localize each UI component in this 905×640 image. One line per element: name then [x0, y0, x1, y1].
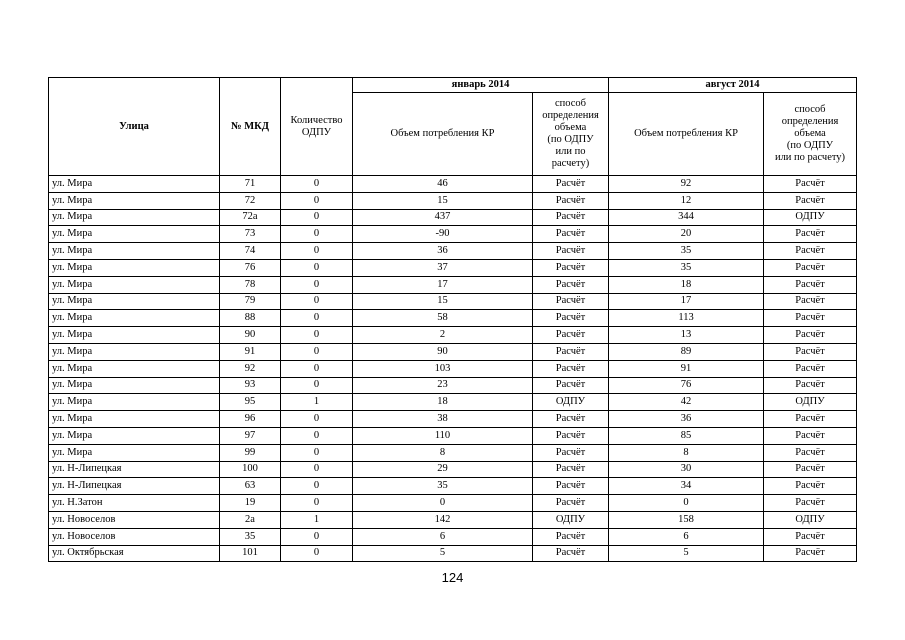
header-method-august: способ определения объема (по ОДПУ или по расчету)	[764, 93, 857, 176]
cell-january-volume: 18	[353, 394, 533, 411]
cell-january-volume: 36	[353, 243, 533, 260]
cell-august-method: Расчёт	[764, 478, 857, 495]
cell-august-volume: 34	[609, 478, 764, 495]
cell-mkd: 73	[220, 226, 281, 243]
header-mkd: № МКД	[220, 78, 281, 176]
cell-odpu-count: 0	[281, 495, 353, 512]
cell-mkd: 93	[220, 377, 281, 394]
cell-street: ул. Мира	[49, 394, 220, 411]
cell-august-volume: 20	[609, 226, 764, 243]
cell-odpu-count: 0	[281, 461, 353, 478]
cell-august-volume: 6	[609, 528, 764, 545]
cell-august-method: Расчёт	[764, 192, 857, 209]
cell-street: ул. Мира	[49, 259, 220, 276]
cell-january-volume: 15	[353, 192, 533, 209]
table-row	[49, 293, 857, 310]
consumption-table	[48, 77, 857, 562]
cell-street: ул. Мира	[49, 360, 220, 377]
header-volume-august: Объем потребления КР	[609, 93, 764, 176]
cell-odpu-count: 0	[281, 226, 353, 243]
table-row	[49, 461, 857, 478]
header-volume-january: Объем потребления КР	[353, 93, 533, 176]
cell-january-volume: 8	[353, 444, 533, 461]
cell-january-method: Расчёт	[533, 310, 609, 327]
cell-mkd: 99	[220, 444, 281, 461]
table-row	[49, 444, 857, 461]
cell-january-volume: 2	[353, 327, 533, 344]
cell-january-method: Расчёт	[533, 545, 609, 562]
cell-august-method: Расчёт	[764, 495, 857, 512]
cell-august-volume: 36	[609, 411, 764, 428]
cell-odpu-count: 0	[281, 209, 353, 226]
cell-january-method: Расчёт	[533, 327, 609, 344]
cell-odpu-count: 0	[281, 192, 353, 209]
cell-street: ул. Новоселов	[49, 511, 220, 528]
cell-mkd: 88	[220, 310, 281, 327]
table-row	[49, 377, 857, 394]
cell-january-method: Расчёт	[533, 293, 609, 310]
cell-mkd: 90	[220, 327, 281, 344]
cell-january-volume: 437	[353, 209, 533, 226]
cell-august-method: Расчёт	[764, 411, 857, 428]
cell-january-volume: 37	[353, 259, 533, 276]
cell-january-method: Расчёт	[533, 192, 609, 209]
cell-january-volume: 17	[353, 276, 533, 293]
cell-street: ул. Мира	[49, 427, 220, 444]
cell-august-method: Расчёт	[764, 377, 857, 394]
cell-august-method: Расчёт	[764, 444, 857, 461]
cell-odpu-count: 0	[281, 310, 353, 327]
cell-january-method: Расчёт	[533, 343, 609, 360]
cell-august-volume: 113	[609, 310, 764, 327]
table-row	[49, 495, 857, 512]
cell-august-volume: 13	[609, 327, 764, 344]
cell-street: ул. Мира	[49, 327, 220, 344]
cell-street: ул. Н-Липецкая	[49, 478, 220, 495]
cell-august-method: Расчёт	[764, 310, 857, 327]
cell-mkd: 63	[220, 478, 281, 495]
header-method-january: способ определения объема (по ОДПУ или по расчету)	[533, 93, 609, 176]
cell-street: ул. Мира	[49, 293, 220, 310]
cell-january-volume: 90	[353, 343, 533, 360]
cell-street: ул. Н.Затон	[49, 495, 220, 512]
table-row	[49, 226, 857, 243]
cell-august-volume: 91	[609, 360, 764, 377]
cell-january-method: Расчёт	[533, 259, 609, 276]
cell-odpu-count: 0	[281, 343, 353, 360]
cell-january-method: Расчёт	[533, 461, 609, 478]
table-row	[49, 511, 857, 528]
cell-august-method: Расчёт	[764, 176, 857, 193]
cell-street: ул. Мира	[49, 276, 220, 293]
cell-january-volume: 46	[353, 176, 533, 193]
cell-odpu-count: 1	[281, 511, 353, 528]
cell-street: ул. Мира	[49, 209, 220, 226]
consumption-table-container	[48, 77, 856, 562]
cell-january-volume: 35	[353, 478, 533, 495]
cell-august-method: Расчёт	[764, 461, 857, 478]
table-row	[49, 192, 857, 209]
cell-mkd: 91	[220, 343, 281, 360]
cell-mkd: 76	[220, 259, 281, 276]
table-row	[49, 427, 857, 444]
table-row	[49, 411, 857, 428]
cell-august-volume: 42	[609, 394, 764, 411]
cell-mkd: 100	[220, 461, 281, 478]
table-row	[49, 259, 857, 276]
cell-august-volume: 5	[609, 545, 764, 562]
header-street: Улица	[49, 78, 220, 176]
cell-street: ул. Мира	[49, 343, 220, 360]
cell-street: ул. Мира	[49, 243, 220, 260]
table-row	[49, 243, 857, 260]
cell-odpu-count: 1	[281, 394, 353, 411]
table-row	[49, 310, 857, 327]
cell-street: ул. Мира	[49, 377, 220, 394]
cell-august-volume: 0	[609, 495, 764, 512]
cell-mkd: 19	[220, 495, 281, 512]
table-body	[49, 176, 857, 562]
cell-odpu-count: 0	[281, 243, 353, 260]
cell-january-method: ОДПУ	[533, 511, 609, 528]
cell-mkd: 101	[220, 545, 281, 562]
table-row	[49, 276, 857, 293]
cell-august-volume: 85	[609, 427, 764, 444]
table-row	[49, 394, 857, 411]
cell-january-volume: 29	[353, 461, 533, 478]
cell-august-method: Расчёт	[764, 327, 857, 344]
cell-august-volume: 76	[609, 377, 764, 394]
cell-august-volume: 35	[609, 259, 764, 276]
table-row	[49, 343, 857, 360]
cell-january-method: Расчёт	[533, 209, 609, 226]
cell-august-volume: 92	[609, 176, 764, 193]
cell-august-method: ОДПУ	[764, 394, 857, 411]
cell-january-method: Расчёт	[533, 411, 609, 428]
cell-street: ул. Мира	[49, 176, 220, 193]
cell-odpu-count: 0	[281, 427, 353, 444]
cell-august-volume: 344	[609, 209, 764, 226]
cell-street: ул. Мира	[49, 192, 220, 209]
cell-august-method: Расчёт	[764, 427, 857, 444]
cell-august-volume: 35	[609, 243, 764, 260]
cell-january-volume: 110	[353, 427, 533, 444]
cell-august-method: Расчёт	[764, 528, 857, 545]
cell-street: ул. Мира	[49, 411, 220, 428]
cell-january-method: Расчёт	[533, 427, 609, 444]
cell-odpu-count: 0	[281, 259, 353, 276]
cell-street: ул. Новоселов	[49, 528, 220, 545]
cell-january-volume: 0	[353, 495, 533, 512]
cell-january-method: Расчёт	[533, 444, 609, 461]
cell-mkd: 78	[220, 276, 281, 293]
cell-mkd: 74	[220, 243, 281, 260]
cell-august-method: Расчёт	[764, 259, 857, 276]
cell-january-volume: 5	[353, 545, 533, 562]
cell-january-method: Расчёт	[533, 528, 609, 545]
cell-january-method: Расчёт	[533, 360, 609, 377]
cell-mkd: 95	[220, 394, 281, 411]
cell-january-volume: 6	[353, 528, 533, 545]
table-row	[49, 528, 857, 545]
cell-august-method: Расчёт	[764, 545, 857, 562]
table-row	[49, 478, 857, 495]
cell-august-volume: 12	[609, 192, 764, 209]
cell-mkd: 97	[220, 427, 281, 444]
cell-august-method: Расчёт	[764, 343, 857, 360]
cell-january-volume: 58	[353, 310, 533, 327]
cell-january-method: Расчёт	[533, 243, 609, 260]
header-period-august: август 2014	[609, 78, 857, 93]
cell-january-volume: 142	[353, 511, 533, 528]
cell-august-method: Расчёт	[764, 243, 857, 260]
cell-january-volume: 103	[353, 360, 533, 377]
table-row	[49, 209, 857, 226]
cell-january-method: Расчёт	[533, 495, 609, 512]
cell-january-method: Расчёт	[533, 377, 609, 394]
cell-august-method: Расчёт	[764, 293, 857, 310]
cell-january-volume: 15	[353, 293, 533, 310]
cell-august-volume: 89	[609, 343, 764, 360]
cell-january-method: Расчёт	[533, 478, 609, 495]
table-row	[49, 360, 857, 377]
cell-august-method: ОДПУ	[764, 209, 857, 226]
table-row	[49, 545, 857, 562]
cell-august-method: Расчёт	[764, 276, 857, 293]
cell-street: ул. Н-Липецкая	[49, 461, 220, 478]
cell-august-volume: 30	[609, 461, 764, 478]
header-odpu-count: Количество ОДПУ	[281, 78, 353, 176]
cell-january-method: Расчёт	[533, 176, 609, 193]
cell-august-volume: 8	[609, 444, 764, 461]
cell-august-volume: 18	[609, 276, 764, 293]
cell-street: ул. Мира	[49, 444, 220, 461]
cell-odpu-count: 0	[281, 444, 353, 461]
cell-january-volume: -90	[353, 226, 533, 243]
cell-odpu-count: 0	[281, 276, 353, 293]
table-header	[49, 78, 857, 176]
cell-january-method: Расчёт	[533, 276, 609, 293]
cell-august-volume: 158	[609, 511, 764, 528]
cell-odpu-count: 0	[281, 377, 353, 394]
cell-january-volume: 38	[353, 411, 533, 428]
header-period-january: январь 2014	[353, 78, 609, 93]
cell-august-method: Расчёт	[764, 226, 857, 243]
cell-odpu-count: 0	[281, 293, 353, 310]
cell-mkd: 2а	[220, 511, 281, 528]
cell-mkd: 71	[220, 176, 281, 193]
cell-odpu-count: 0	[281, 360, 353, 377]
cell-january-method: ОДПУ	[533, 394, 609, 411]
table-row	[49, 327, 857, 344]
cell-odpu-count: 0	[281, 545, 353, 562]
cell-street: ул. Октябрьская	[49, 545, 220, 562]
cell-august-volume: 17	[609, 293, 764, 310]
cell-odpu-count: 0	[281, 528, 353, 545]
cell-mkd: 35	[220, 528, 281, 545]
cell-august-method: Расчёт	[764, 360, 857, 377]
cell-mkd: 72а	[220, 209, 281, 226]
cell-mkd: 92	[220, 360, 281, 377]
cell-january-volume: 23	[353, 377, 533, 394]
cell-street: ул. Мира	[49, 226, 220, 243]
cell-odpu-count: 0	[281, 411, 353, 428]
cell-odpu-count: 0	[281, 327, 353, 344]
cell-mkd: 79	[220, 293, 281, 310]
cell-mkd: 96	[220, 411, 281, 428]
page-number: 124	[441, 570, 464, 585]
cell-odpu-count: 0	[281, 478, 353, 495]
table-row	[49, 176, 857, 193]
cell-mkd: 72	[220, 192, 281, 209]
cell-odpu-count: 0	[281, 176, 353, 193]
cell-august-method: ОДПУ	[764, 511, 857, 528]
cell-street: ул. Мира	[49, 310, 220, 327]
cell-january-method: Расчёт	[533, 226, 609, 243]
